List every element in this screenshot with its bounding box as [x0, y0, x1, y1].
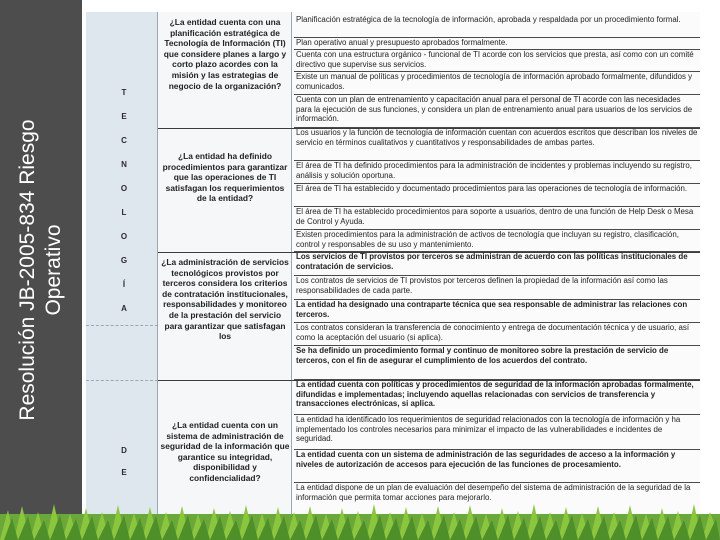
category-letter: D	[121, 446, 127, 455]
criteria-row: Plan operativo anual y presupuesto aprobados formalmente.	[294, 38, 700, 50]
question-cell: ¿La administración de servicios tecnológicos provistos por terceros considera los criterios de contratación institucionales, responsabilidades y monitoreo de la prestación del servicio para garantizar que satisfagan los	[161, 257, 289, 342]
question-cell: ¿La entidad cuenta con una planificación estratégica de Tecnología de Información (TI) que considere planes a largo y corto plazo acordes con la misión y las estrategias de negocio de la organización?	[163, 17, 287, 91]
criteria-row: La entidad ha identificado los requerimientos de seguridad relacionados con la tecnología de información y ha implementado los controles necesarios para minimizar el impacto de las vulnerabilidades e incidentes de seguridad.	[294, 415, 700, 450]
criteria-row: El área de TI ha establecido procedimientos para soporte a usuarios, dentro de una función de Help Desk o Mesa de Control y Ayuda.	[294, 207, 700, 230]
criteria-row: Se ha definido un procedimiento formal y continuo de monitoreo sobre la prestación de servicio de terceros, con el fin de asegurar el cumplimiento de los acuerdos del contrato.	[294, 346, 700, 380]
category-letter: G	[120, 256, 128, 265]
category-letter: E	[121, 468, 127, 477]
category-letter: O	[120, 232, 128, 241]
criteria-row: Existen procedimientos para la administración de activos de tecnología que incluyan su registro, clasificación, control y responsables de su uso y mantenimiento.	[294, 230, 700, 252]
criteria-row: Existe un manual de políticas y procedimientos de tecnología de información aprobado formalmente, difundidos y comunicados.	[294, 72, 700, 95]
slide-title-line2: Operativo	[42, 224, 65, 316]
criteria-row: La entidad dispone de un plan de evaluación del desempeño del sistema de administración de la seguridad de la información que permita tomar acciones para mejorarlo.	[296, 483, 691, 502]
category-letter: Í	[122, 280, 126, 289]
section-divider	[86, 380, 158, 381]
category-letter: E	[121, 112, 127, 121]
criteria-row: La entidad cuenta con políticas y procedimientos de seguridad de la información aprobadas formalmente, difundidas e implementadas; incluyendo aquellas relacionadas con servicios de transferencia y transacciones electrónicas, si aplica.	[294, 380, 700, 415]
criteria-row: Cuenta con una estructura orgánico - funcional de TI acorde con los servicios que presta, así como con un comité directivo que supervise sus servicios.	[294, 50, 700, 72]
category-letter: T	[121, 88, 127, 97]
slide-title	[15, 0, 67, 540]
criteria-row: Los servicios de TI provistos por terceros se administran de acuerdo con las políticas institucionales de contratación de servicios.	[294, 252, 700, 276]
criteria-row: Los contratos de servicios de TI provistos por terceros definen la propiedad de la información así como las responsabilidades de cada parte.	[294, 276, 700, 300]
category-letter: O	[120, 184, 128, 193]
criteria-row: Cuenta con un plan de entrenamiento y capacitación anual para el personal de TI acorde con las necesidades para la ejecución de sus funciones, y considera un plan de entrenamiento anual para usuarios de los servicios de información.	[294, 95, 700, 128]
slide-title-line1: Resolución JB-2005-834 Riesgo	[16, 119, 39, 421]
criteria-row: La entidad cuenta con un sistema de administración de las seguridades de acceso a la información y niveles de autorización de accesos para ejecución de las funciones de procesamiento.	[294, 450, 700, 483]
category-letter: N	[121, 160, 127, 169]
question-cell: ¿La entidad cuenta con un sistema de administración de seguridad de la información que garantice su integridad, disponibilidad y confidencialidad?	[160, 420, 290, 483]
category-letter: A	[121, 304, 127, 313]
section-divider	[86, 325, 158, 326]
criteria-row: La entidad ha designado una contraparte técnica que sea responsable de administrar las relaciones con terceros.	[294, 300, 700, 323]
criteria-row: Los usuarios y la función de tecnología de información cuentan con acuerdos escritos que describan los niveles de servicio en términos cualitativos y cuantitativos y responsabilidades de ambas partes.	[294, 128, 700, 161]
grass-decoration	[0, 500, 720, 540]
criteria-row: El área de TI ha establecido y documentado procedimientos para las operaciones de tecnología de información.	[294, 184, 700, 207]
category-letter: L	[121, 208, 127, 217]
criteria-row: El área de TI ha definido procedimientos para la administración de incidentes y problemas incluyendo su registro, análisis y solución oportuna.	[294, 161, 700, 184]
question-cell: ¿La entidad ha definido procedimientos para garantizar que las operaciones de TI satisfagan los requerimientos de la entidad?	[162, 151, 288, 204]
criteria-row: Los contratos consideran la transferencia de conocimiento y entrega de documentación técnica y de usuario, así como la aceptación del usuario (si aplica).	[294, 323, 700, 346]
criteria-row: Planificación estratégica de la tecnología de información, aprobada y respaldada por un procedimiento formal.	[294, 15, 700, 38]
category-letter: C	[121, 136, 127, 145]
